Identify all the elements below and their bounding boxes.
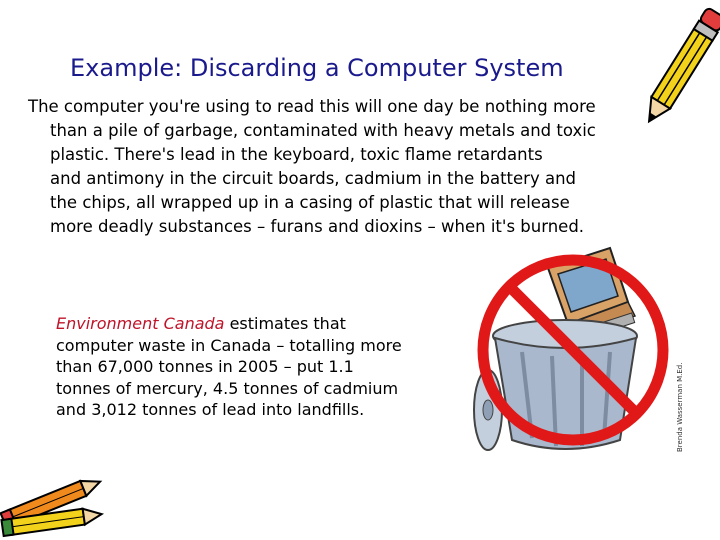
callout-line <box>56 313 456 335</box>
no-computer-in-trash-icon <box>470 240 675 465</box>
intro-line: plastic. There's lead in the keyboard, toxic flame retardants <box>50 145 543 164</box>
callout-line: computer waste in Canada – totalling more <box>56 335 402 355</box>
callout-paragraph <box>56 313 456 421</box>
callout-line: than 67,000 tonnes in 2005 – put 1.1 <box>56 357 354 376</box>
intro-line: The computer you're using to read this will one day be nothing more <box>28 97 596 116</box>
intro-paragraph <box>28 95 668 239</box>
intro-line: than a pile of garbage, contaminated with heavy metals and toxic <box>50 121 596 140</box>
intro-line: and antimony in the circuit boards, cadmium in the battery and <box>50 169 577 188</box>
callout-first-line-text: estimates that <box>224 314 346 333</box>
image-credit: Brenda Wasserman M.Ed. <box>676 362 684 452</box>
callout-line: and 3,012 tonnes of lead into landfills. <box>56 400 365 419</box>
intro-line: the chips, all wrapped up in a casing of plastic that will release <box>50 193 570 212</box>
environment-canada-link[interactable]: Environment Canada <box>56 314 225 333</box>
intro-line: more deadly substances – furans and dioxins – when it's burned. <box>50 217 585 236</box>
callout-line: tonnes of mercury, 4.5 tonnes of cadmium <box>56 378 399 398</box>
pencils-icon <box>0 460 120 540</box>
page-title: Example: Discarding a Computer System <box>70 54 564 82</box>
